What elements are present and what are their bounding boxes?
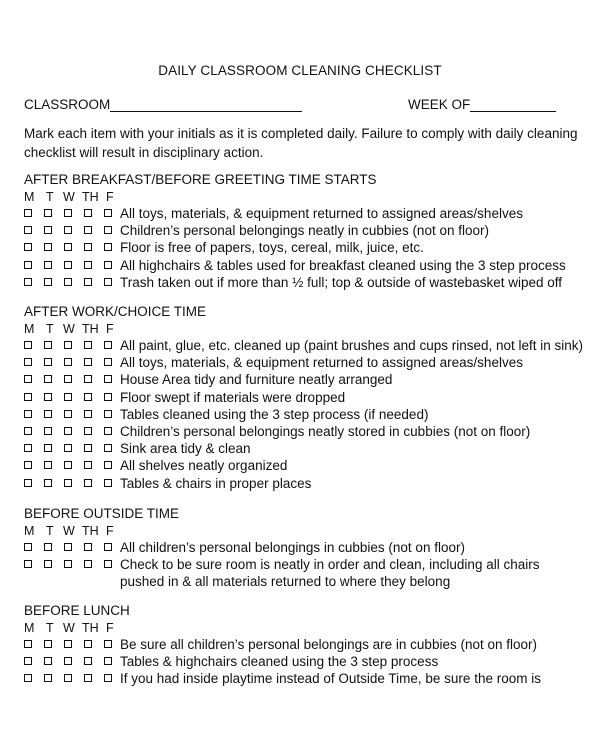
day-checkboxes [24,354,120,366]
checkbox-icon[interactable] [104,243,112,251]
checkbox-icon[interactable] [24,657,32,665]
checkbox-icon[interactable] [24,278,32,286]
checklist-item [24,457,584,474]
checklist-item [24,337,584,354]
checklist-item-text: All children’s personal belongings in cubbies (not on floor) [120,540,465,555]
section-title: BEFORE OUTSIDE TIME [24,506,180,521]
checkbox-icon[interactable] [64,261,72,269]
weekday-label: W [63,322,75,336]
checkbox-icon[interactable] [44,375,52,383]
weekday-header [24,523,584,539]
day-checkboxes [24,389,120,401]
checklist-item-text: If you had inside playtime instead of Outside Time, be sure the room is [120,671,541,687]
checklist-item-text: All paint, glue, etc. cleaned up (paint brushes and cups rinsed, not left in sink) [120,338,584,353]
checkbox-icon[interactable] [104,410,112,418]
checklist-item [24,475,584,492]
checkbox-icon[interactable] [64,243,72,251]
day-checkboxes [24,257,120,269]
checkbox-icon[interactable] [84,393,92,401]
weekday-label: TH [82,190,99,204]
checkbox-icon[interactable] [64,226,72,234]
checklist-item [24,222,584,239]
checkbox-icon[interactable] [64,358,72,366]
checklist-item-text: Sink area tidy & clean [120,441,251,457]
checklist-item-text: All toys, materials, & equipment returned to assigned areas/shelves [120,206,523,221]
day-checkboxes [24,239,120,251]
day-checkboxes [24,539,120,551]
instructions-text: Mark each item with your initials as it is completed daily. Failure to comply with daily cleaning checklist will result in disciplinary action. [24,126,578,160]
checklist-item [24,406,584,423]
checkbox-icon[interactable] [104,479,112,487]
weekday-label: F [106,322,114,336]
checkbox-icon[interactable] [84,243,92,251]
checkbox-icon[interactable] [84,278,92,286]
weekday-label: T [46,322,54,336]
weekday-label: F [106,524,114,538]
checklist-item-text: Floor swept if materials were dropped [120,389,346,405]
checklist-item-text: Children’s personal belongings neatly in cubbies (not on floor) [120,223,489,239]
checkbox-icon[interactable] [104,278,112,286]
checkbox-icon[interactable] [44,393,52,401]
checklist-item-text: Floor is free of papers, toys, cereal, milk, juice, etc. [120,240,424,256]
checkbox-icon[interactable] [44,278,52,286]
weekday-label: TH [82,524,99,538]
checklist-section [24,505,584,591]
checkbox-icon[interactable] [64,640,72,648]
classroom-label: CLASSROOM [24,97,111,112]
checkbox-icon[interactable] [24,341,32,349]
checkbox-icon[interactable] [24,674,32,682]
checkbox-icon[interactable] [44,657,52,665]
checklist-item [24,556,584,590]
checkbox-icon[interactable] [24,560,32,568]
checkbox-icon[interactable] [84,461,92,469]
checklist-item [24,636,584,653]
checkbox-icon[interactable] [64,393,72,401]
checklist-item-text: House Area tidy and furniture neatly arranged [120,372,393,388]
checkbox-icon[interactable] [24,461,32,469]
checkbox-icon[interactable] [104,444,112,452]
checkbox-icon[interactable] [44,427,52,435]
checkbox-icon[interactable] [104,560,112,568]
checkbox-icon[interactable] [44,560,52,568]
checklist-item-text: All shelves neatly organized [120,458,288,474]
weekday-label: T [46,621,54,635]
checklist-item-text: Tables & chairs in proper places [120,475,312,491]
day-checkboxes [24,222,120,234]
checkbox-icon[interactable] [104,674,112,682]
header-fields [24,97,584,115]
checklist-item [24,389,584,406]
checkbox-icon[interactable] [84,375,92,383]
checkbox-icon[interactable] [84,674,92,682]
checkbox-icon[interactable] [104,657,112,665]
checklist-section [24,602,584,688]
checkbox-icon[interactable] [24,640,32,648]
weekday-label: TH [82,621,99,635]
checklist-item [24,440,584,457]
weekday-header [24,189,584,205]
checkbox-icon[interactable] [24,543,32,551]
checkbox-icon[interactable] [104,209,112,217]
week-field [408,97,556,112]
day-checkboxes [24,457,120,469]
day-checkboxes [24,274,120,286]
checklist-item-text: All toys, materials, & equipment returned to assigned areas/shelves [120,355,523,371]
checkbox-icon[interactable] [24,243,32,251]
checklist-item [24,371,584,388]
checkbox-icon[interactable] [24,375,32,383]
checkbox-icon[interactable] [84,410,92,418]
checkbox-icon[interactable] [24,393,32,401]
checkbox-icon[interactable] [104,375,112,383]
day-checkboxes [24,636,120,648]
checkbox-icon[interactable] [84,226,92,234]
checkbox-icon[interactable] [24,226,32,234]
checkbox-icon[interactable] [104,341,112,349]
checklist-section [24,303,584,492]
checklist-item-text: All highchairs & tables used for breakfast cleaned using the 3 step process [120,257,566,273]
checkbox-icon[interactable] [44,674,52,682]
checklist-item [24,653,584,670]
checkbox-icon[interactable] [104,461,112,469]
checklist-item-text: Tables cleaned using the 3 step process (if needed) [120,406,429,422]
checkbox-icon[interactable] [44,243,52,251]
section-title: AFTER BREAKFAST/BEFORE GREETING TIME STARTS [24,172,377,187]
checkbox-icon[interactable] [84,261,92,269]
checkbox-icon[interactable] [24,410,32,418]
checkbox-icon[interactable] [64,278,72,286]
week-label: WEEK OF [408,97,471,112]
checkbox-icon[interactable] [104,261,112,269]
weekday-label: W [63,621,75,635]
checkbox-icon[interactable] [24,209,32,217]
checklist-item [24,274,584,291]
checklist-item [24,257,584,274]
day-checkboxes [24,653,120,665]
weekday-label: T [46,190,54,204]
checkbox-icon[interactable] [84,358,92,366]
weekday-header [24,321,584,337]
checklist-item [24,423,584,440]
checkbox-icon[interactable] [24,261,32,269]
checkbox-icon[interactable] [64,427,72,435]
checkbox-icon[interactable] [64,674,72,682]
day-checkboxes [24,406,120,418]
checkbox-icon[interactable] [44,261,52,269]
weekday-label: F [106,190,114,204]
day-checkboxes [24,440,120,452]
checkbox-icon[interactable] [104,427,112,435]
checkbox-icon[interactable] [64,209,72,217]
checkbox-icon[interactable] [44,209,52,217]
checklist-item-text: Check to be sure room is neatly in order and clean, including all chairs pushed in & all materials returned to where they belong [120,557,540,590]
checkbox-icon[interactable] [64,560,72,568]
checklist-item-text: Trash taken out if more than ½ full; top & outside of wastebasket wiped off [120,274,562,290]
checklist-item [24,670,584,687]
checkbox-icon[interactable] [64,657,72,665]
weekday-label: M [24,524,35,538]
checkbox-icon[interactable] [24,358,32,366]
weekday-label: W [63,190,75,204]
checkbox-icon[interactable] [44,226,52,234]
weekday-label: W [63,524,75,538]
checklist-item-text: Children’s personal belongings neatly stored in cubbies (not on floor) [120,424,531,440]
weekday-header [24,620,584,636]
checkbox-icon[interactable] [84,543,92,551]
checkbox-icon[interactable] [44,341,52,349]
weekday-label: M [24,322,35,336]
checklist-item-text: Be sure all children’s personal belongings are in cubbies (not on floor) [120,637,537,652]
checkbox-icon[interactable] [64,543,72,551]
checklist-item [24,205,584,222]
checklist-item [24,354,584,371]
day-checkboxes [24,670,120,682]
weekday-label: M [24,190,35,204]
day-checkboxes [24,475,120,487]
weekday-label: T [46,524,54,538]
checkbox-icon[interactable] [104,358,112,366]
checklist-item [24,239,584,256]
checkbox-icon[interactable] [24,427,32,435]
checkbox-icon[interactable] [64,341,72,349]
checkbox-icon[interactable] [24,479,32,487]
checkbox-icon[interactable] [64,461,72,469]
checkbox-icon[interactable] [84,657,92,665]
checkbox-icon[interactable] [84,209,92,217]
weekday-label: F [106,621,114,635]
checkbox-icon[interactable] [44,444,52,452]
checkbox-icon[interactable] [64,410,72,418]
day-checkboxes [24,423,120,435]
section-title: AFTER WORK/CHOICE TIME [24,304,207,319]
checkbox-icon[interactable] [44,461,52,469]
classroom-field [24,97,302,112]
checklist-item-text: Tables & highchairs cleaned using the 3 step process [120,654,439,670]
checklist-item [24,539,584,556]
checkbox-icon[interactable] [64,479,72,487]
checkbox-icon[interactable] [44,410,52,418]
weekday-label: M [24,621,35,635]
day-checkboxes [24,205,120,217]
checkbox-icon[interactable] [104,543,112,551]
section-title: BEFORE LUNCH [24,603,130,618]
document-title: DAILY CLASSROOM CLEANING CHECKLIST [158,63,442,78]
checkbox-icon[interactable] [44,479,52,487]
checkbox-icon[interactable] [84,427,92,435]
checkbox-icon[interactable] [44,358,52,366]
week-blank-line[interactable] [470,98,556,112]
checkbox-icon[interactable] [24,444,32,452]
checkbox-icon[interactable] [84,479,92,487]
checklist-section [24,171,584,291]
classroom-blank-line[interactable] [110,98,302,112]
checkbox-icon[interactable] [44,640,52,648]
checkbox-icon[interactable] [104,226,112,234]
checkbox-icon[interactable] [104,393,112,401]
checkbox-icon[interactable] [64,375,72,383]
checkbox-icon[interactable] [84,444,92,452]
checkbox-icon[interactable] [84,341,92,349]
day-checkboxes [24,371,120,383]
weekday-label: TH [82,322,99,336]
day-checkboxes [24,337,120,349]
checkbox-icon[interactable] [84,640,92,648]
checkbox-icon[interactable] [64,444,72,452]
checkbox-icon[interactable] [44,543,52,551]
checkbox-icon[interactable] [84,560,92,568]
day-checkboxes [24,556,120,568]
checkbox-icon[interactable] [104,640,112,648]
